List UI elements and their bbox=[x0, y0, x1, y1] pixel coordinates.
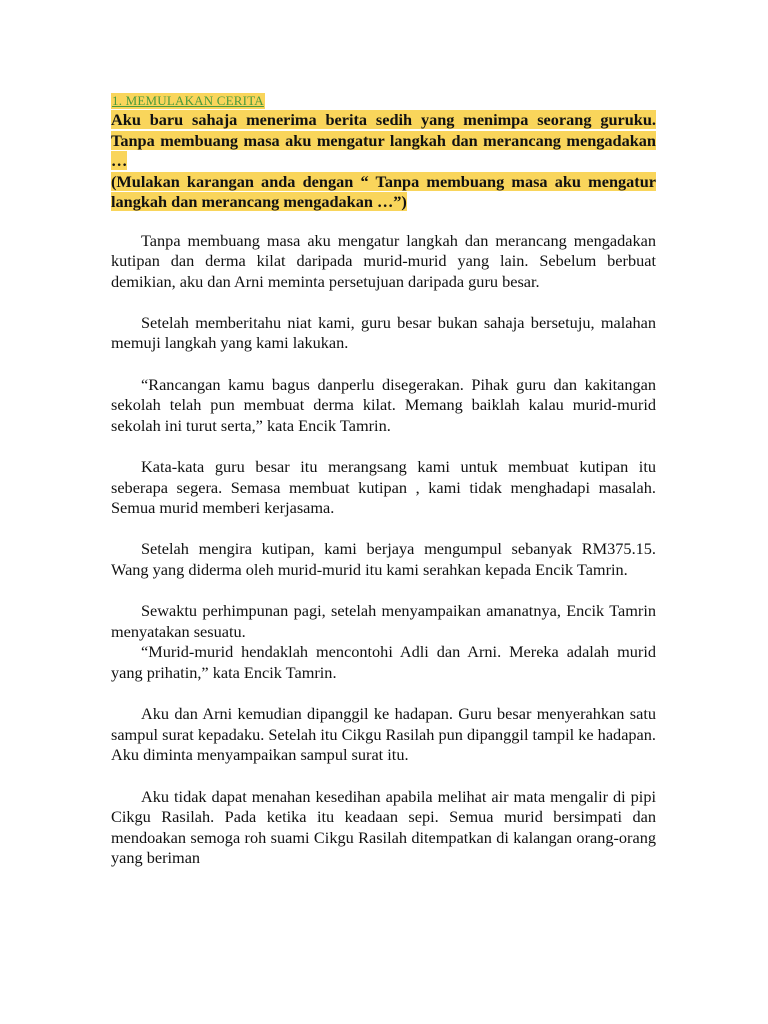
essay-paragraph: Setelah mengira kutipan, kami berjaya mengumpul sebanyak RM375.15. Wang yang diderma oleh murid-murid itu kami serahkan kepada Encik Tamrin. bbox=[111, 539, 656, 579]
essay-paragraph: “Rancangan kamu bagus danperlu disegerakan. Pihak guru dan kakitangan sekolah telah pun membuat derma kilat. Memang baiklah kalau murid-murid sekolah ini turut serta,” kata Encik Tamrin. bbox=[111, 374, 656, 435]
essay-paragraph: Tanpa membuang masa aku mengatur langkah dan merancang mengadakan kutipan dan derma kilat daripada murid-murid yang lain. Sebelum berbuat demikian, aku dan Arni meminta persetujuan daripada guru besar. bbox=[111, 230, 656, 291]
prompt-statement: Aku baru sahaja menerima berita sedih yang menimpa seorang guruku. Tanpa membuang masa aku mengatur langkah dan merancang mengadakan … bbox=[111, 110, 656, 170]
essay-paragraph: Sewaktu perhimpunan pagi, setelah menyampaikan amanatnya, Encik Tamrin menyatakan sesuatu. bbox=[111, 601, 656, 641]
prompt-instruction: (Mulakan karangan anda dengan “ Tanpa membuang masa aku mengatur langkah dan merancang mengadakan …”) bbox=[111, 171, 656, 211]
essay-paragraph: Aku dan Arni kemudian dipanggil ke hadapan. Guru besar menyerahkan satu sampul surat kepadaku. Setelah itu Cikgu Rasilah pun dipanggil tampil ke hadapan. Aku diminta menyampaikan sampul surat itu. bbox=[111, 704, 656, 765]
essay-paragraph: “Murid-murid hendaklah mencontohi Adli dan Arni. Mereka adalah murid yang prihatin,” kata Encik Tamrin. bbox=[111, 642, 656, 682]
section-heading bbox=[111, 92, 656, 110]
section-heading-text: 1. MEMULAKAN CERITA bbox=[112, 93, 264, 108]
essay-paragraph: Kata-kata guru besar itu merangsang kami untuk membuat kutipan itu seberapa segera. Semasa membuat kutipan , kami tidak menghadapi masalah. Semua murid memberi kerjasama. bbox=[111, 457, 656, 518]
essay-paragraph: Setelah memberitahu niat kami, guru besar bukan sahaja bersetuju, malahan memuji langkah yang kami lakukan. bbox=[111, 312, 656, 353]
essay-body bbox=[111, 231, 656, 869]
essay-prompt bbox=[111, 110, 656, 213]
document-page bbox=[111, 92, 656, 869]
essay-paragraph: Aku tidak dapat menahan kesedihan apabila melihat air mata mengalir di pipi Cikgu Rasilah. Pada ketika itu keadaan sepi. Semua murid bersimpati dan mendoakan semoga roh suami Cikgu Rasilah ditempatkan di kalangan orang-orang yang beriman bbox=[111, 786, 656, 868]
